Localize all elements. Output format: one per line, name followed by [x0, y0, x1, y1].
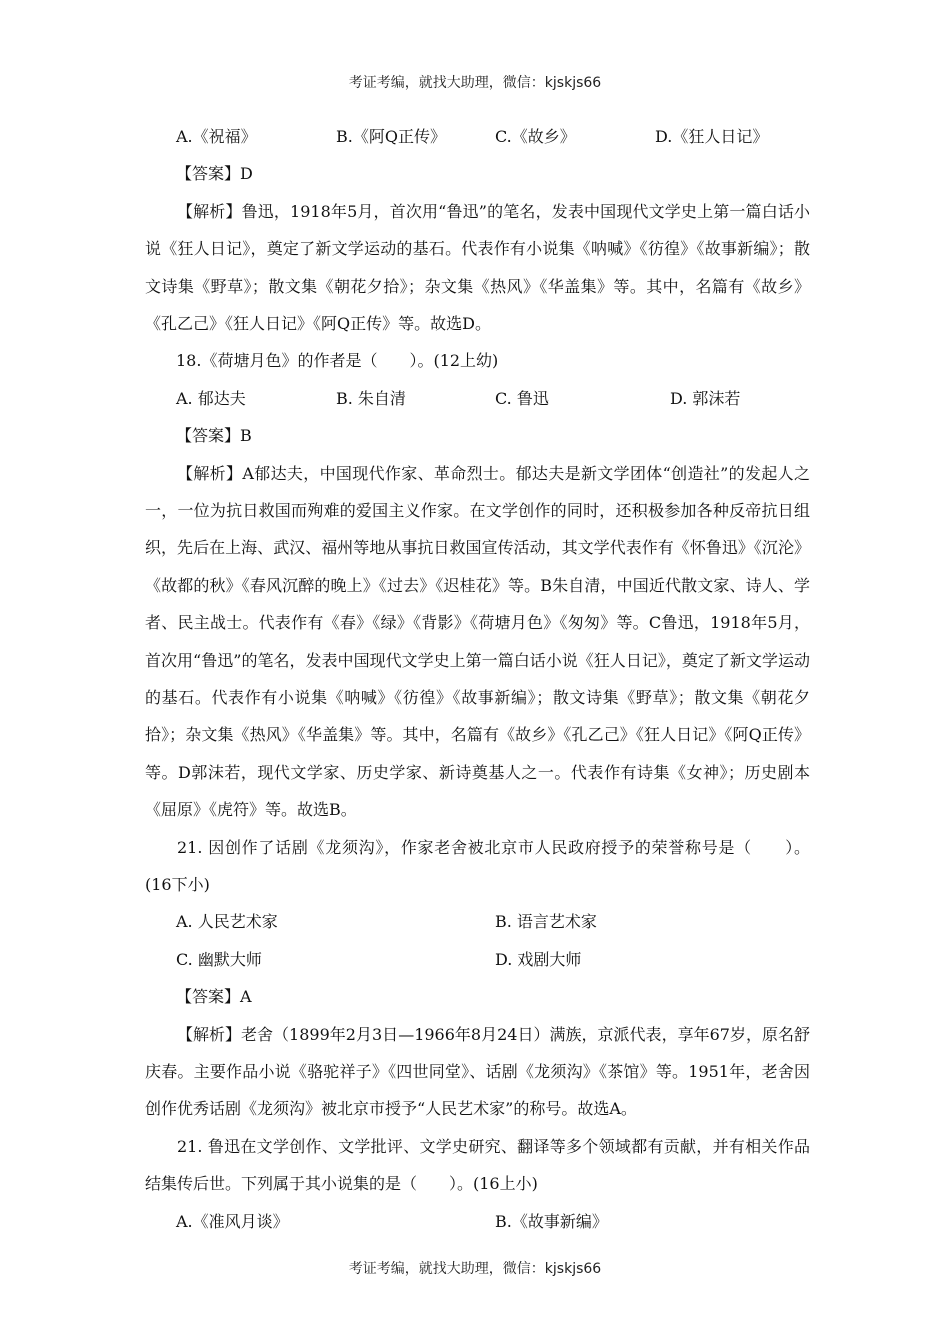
q21a-option-d: D. 戏剧大师 — [495, 949, 582, 969]
q17-option-c: C.《故乡》 — [495, 127, 576, 146]
q18-option-c: C. 鲁迅 — [495, 388, 549, 408]
q18-option-a: A. 郁达夫 — [176, 388, 246, 408]
q21b-option-a: A.《准风月谈》 — [176, 1211, 289, 1231]
q18-options — [145, 380, 810, 417]
q18-analysis: 【解析】A郁达夫，中国现代作家、革命烈士。郁达夫是新文学团体“创造社”的发起人之一，一位为抗日救国而殉难的爱国主义作家。在文学创作的同时，还积极参加各种反帝抗日组织，先后在上海、武汉、福州等地从事抗日救国宣传活动，其文学代表作有《怀鲁迅》《沉沦》《故都的秋》《春风沉醉的晚上》《过去》《迟桂花》等。B朱自清，中国近代散文家、诗人、学者、民主战士。代表作有《春》《绿》《背影》《荷塘月色》《匆匆》等。C鲁迅，1918年5月，首次用“鲁迅”的笔名，发表中国现代文学史上第一篇白话小说《狂人日记》，奠定了新文学运动的基石。代表作有小说集《呐喊》《彷徨》《故事新编》；散文诗集《野草》；散文集《朝花夕拾》；杂文集《热风》《华盖集》等。其中，名篇有《故乡》《孔乙己》《狂人日记》《阿Q正传》等。D郭沫若，现代文学家、历史学家、新诗奠基人之一。代表作有诗集《女神》；历史剧本《屈原》《虎符》等。故选B。 — [145, 463, 810, 820]
document-body — [145, 118, 810, 1240]
page-header: 考证考编，就找大助理，微信：kjskjs66 — [348, 75, 602, 91]
q21a-option-b: B. 语言艺术家 — [495, 912, 597, 932]
q18-option-b: B. 朱自清 — [336, 388, 406, 408]
q17-answer: 【答案】D — [176, 164, 253, 184]
q17-analysis: 【解析】鲁迅，1918年5月，首次用“鲁迅”的笔名，发表中国现代文学史上第一篇白话小说《狂人日记》，奠定了新文学运动的基石。代表作有小说集《呐喊》《彷徨》《故事新编》；散文诗集《野草》；散文集《朝花夕拾》；杂文集《热风》《华盖集》等。其中，名篇有《故乡》《孔乙己》《狂人日记》《阿Q正传》等。故选D。 — [145, 201, 810, 333]
q17-option-d: D.《狂人日记》 — [655, 127, 769, 146]
q21a-answer: 【答案】A — [176, 987, 252, 1007]
q21b-stem: 21. 鲁迅在文学创作、文学批评、文学史研究、翻译等多个领域都有贡献，并有相关作品结集传后世。下列属于其小说集的是（ ）。(16上小) — [145, 1136, 810, 1194]
q18-option-d: D. 郭沫若 — [670, 388, 741, 408]
q17-option-b: B.《阿Q正传》 — [336, 127, 446, 146]
q21b-options — [145, 1203, 810, 1240]
q21b-option-b: B.《故事新编》 — [495, 1211, 608, 1231]
q21a-analysis: 【解析】老舍（1899年2月3日—1966年8月24日）满族，京派代表，享年67岁，原名舒庆春。主要作品小说《骆驼祥子》《四世同堂》、话剧《龙须沟》《茶馆》等。1951年，老舍因创作优秀话剧《龙须沟》被北京市授予“人民艺术家”的称号。故选A。 — [145, 1024, 810, 1119]
q21a-options-row1 — [145, 903, 810, 940]
page-footer: 考证考编，就找大助理，微信：kjskjs66 — [348, 1261, 602, 1277]
q21a-option-c: C. 幽默大师 — [176, 949, 262, 969]
q17-option-a: A.《祝福》 — [176, 127, 257, 146]
q21a-options-row2 — [145, 941, 810, 978]
q21a-stem: 21. 因创作了话剧《龙须沟》，作家老舍被北京市人民政府授予的荣誉称号是（ ）。(16下小) — [145, 837, 810, 895]
q21a-option-a: A. 人民艺术家 — [176, 912, 278, 932]
q17-options — [145, 118, 810, 155]
q18-answer: 【答案】B — [176, 426, 252, 446]
q18-stem: 18.《荷塘月色》的作者是（ ）。(12上幼) — [176, 351, 499, 371]
